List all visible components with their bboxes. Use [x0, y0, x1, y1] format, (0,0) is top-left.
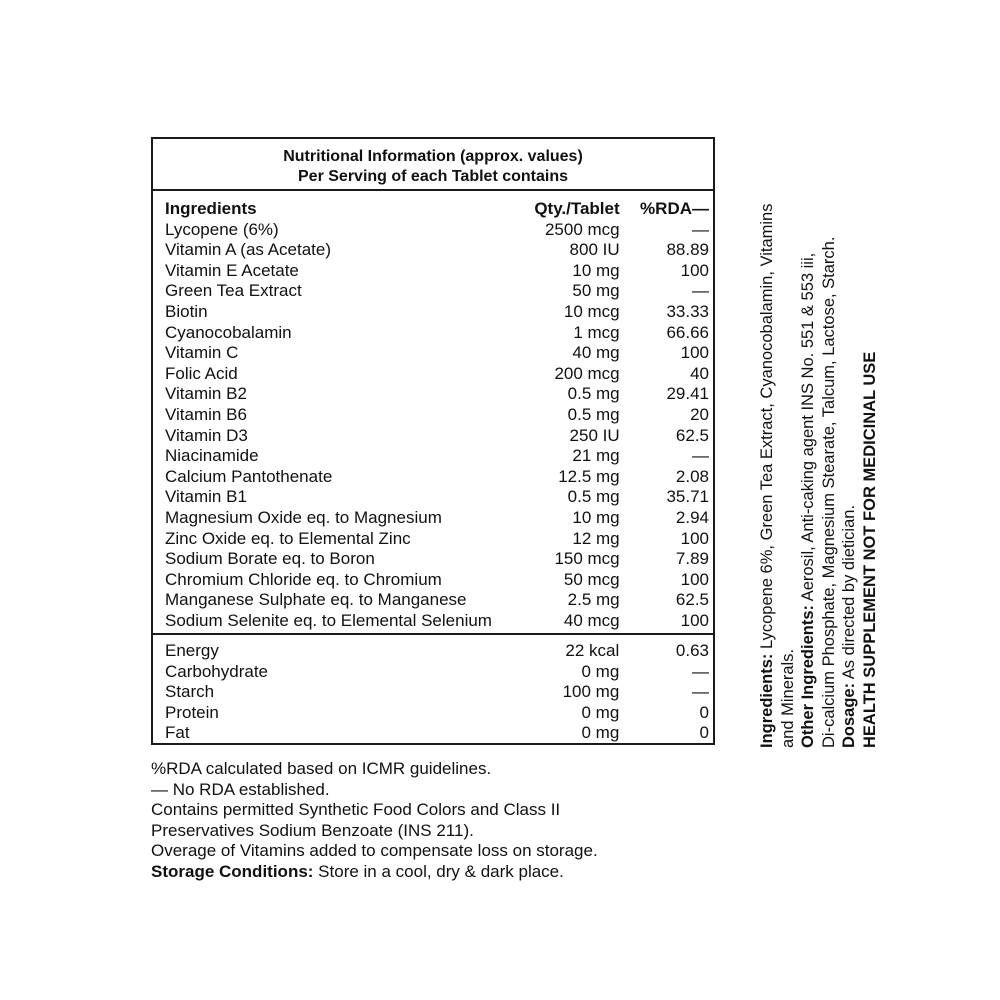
side-ingredients-cont: and Minerals. — [778, 648, 797, 748]
ingredient-rda: 88.89 — [666, 240, 709, 260]
ingredient-qty: 0 mg — [581, 702, 620, 722]
ingredient-qty: 12 mg — [572, 528, 620, 548]
ingredient-name: Vitamin B1 — [165, 487, 247, 507]
ingredient-name: Biotin — [165, 301, 208, 321]
ingredient-rda: 40 — [690, 363, 709, 383]
ingredient-name: Vitamin A (as Acetate) — [165, 240, 331, 260]
ingredient-name: Niacinamide — [165, 446, 259, 466]
note-preservatives: Preservatives Sodium Benzoate (INS 211). — [151, 820, 474, 840]
panel-title-line1: Nutritional Information (approx. values) — [283, 148, 583, 165]
ingredient-qty: 10 mg — [572, 507, 620, 527]
table-row — [165, 323, 713, 344]
ingredient-name: Vitamin B2 — [165, 384, 247, 404]
ingredient-name: Vitamin D3 — [165, 425, 248, 445]
ingredient-rda: 33.33 — [666, 301, 709, 321]
panel-title — [153, 139, 713, 191]
table-row — [165, 570, 713, 591]
storage-label: Storage Conditions: — [151, 861, 314, 881]
side-other-label: Other Ingredients: — [799, 604, 818, 748]
ingredient-rda: 29.41 — [666, 384, 709, 404]
ingredient-name: Protein — [165, 702, 219, 722]
table-row — [165, 446, 713, 467]
ingredient-qty: 0 mg — [581, 723, 620, 743]
ingredient-rda: 20 — [690, 404, 709, 424]
ingredient-qty: 40 mg — [572, 343, 620, 363]
ingredient-qty: 0.5 mg — [567, 487, 620, 507]
ingredient-name: Vitamin C — [165, 343, 239, 363]
table-row — [165, 240, 713, 261]
ingredient-name: Fat — [165, 723, 190, 743]
ingredient-qty: 50 mcg — [563, 569, 620, 589]
note-no-rda: — No RDA established. — [151, 779, 330, 799]
nutrition-panel — [151, 137, 715, 745]
table-row — [165, 723, 713, 744]
ingredient-rda: 100 — [680, 569, 709, 589]
ingredient-rda: — — [692, 446, 709, 466]
ingredient-qty: 800 IU — [569, 240, 620, 260]
ingredient-rda: 0.63 — [675, 641, 709, 660]
nutrition-table — [165, 199, 713, 631]
ingredient-name: Vitamin E Acetate — [165, 260, 299, 280]
ingredient-qty: 150 mcg — [554, 549, 620, 569]
side-warning: HEALTH SUPPLEMENT NOT FOR MEDICINAL USE — [860, 351, 879, 748]
ingredient-rda: — — [692, 682, 709, 702]
ingredient-rda: 100 — [680, 528, 709, 548]
ingredient-qty: 40 mcg — [563, 610, 620, 630]
table-row — [165, 281, 713, 302]
ingredient-rda: — — [692, 281, 709, 301]
table-header-row — [165, 199, 713, 220]
side-other-cont: Di-calcium Phosphate, Magnesium Stearate, Talcum, Lactose, Starch. — [819, 236, 838, 748]
side-dosage — [839, 138, 860, 748]
side-dosage-text: As directed by dietician. — [840, 504, 859, 683]
header-ingredients: Ingredients — [165, 199, 257, 218]
section-divider — [153, 633, 713, 635]
ingredient-qty: 250 IU — [569, 425, 620, 445]
ingredient-rda: 100 — [680, 343, 709, 363]
table-row — [165, 590, 713, 611]
ingredient-rda: 2.08 — [675, 466, 709, 486]
ingredient-rda: 0 — [699, 702, 709, 722]
ingredient-name: Vitamin B6 — [165, 404, 247, 424]
ingredient-rda: 62.5 — [675, 590, 709, 610]
table-row — [165, 682, 713, 703]
table-row — [165, 529, 713, 550]
ingredient-rda: 0 — [699, 723, 709, 743]
ingredient-qty: 21 mg — [572, 446, 620, 466]
ingredient-name: Calcium Pantothenate — [165, 466, 333, 486]
note-colors: Contains permitted Synthetic Food Colors and Class II — [151, 800, 561, 820]
ingredient-name: Lycopene (6%) — [165, 219, 279, 239]
note-rda-basis: %RDA calculated based on ICMR guidelines. — [151, 759, 492, 778]
ingredient-qty: 12.5 mg — [558, 466, 620, 486]
ingredient-rda: 100 — [680, 610, 709, 630]
side-other-text: Aerosil, Anti-caking agent INS No. 551 & 553 iii, — [799, 252, 818, 605]
ingredient-rda: — — [692, 661, 709, 681]
side-other — [798, 138, 819, 748]
storage-text: Store in a cool, dry & dark place. — [313, 861, 564, 881]
ingredient-name: Energy — [165, 641, 219, 660]
header-rda: %RDA— — [640, 199, 709, 218]
footnotes — [151, 759, 711, 883]
ingredient-name: Sodium Borate eq. to Boron — [165, 549, 375, 569]
ingredient-name: Chromium Chloride eq. to Chromium — [165, 569, 442, 589]
ingredient-name: Magnesium Oxide eq. to Magnesium — [165, 507, 442, 527]
ingredient-name: Green Tea Extract — [165, 281, 302, 301]
table-row — [165, 641, 713, 662]
table-row — [165, 508, 713, 529]
ingredient-name: Zinc Oxide eq. to Elemental Zinc — [165, 528, 411, 548]
panel-title-line2: Per Serving of each Tablet contains — [298, 168, 568, 185]
ingredient-name: Sodium Selenite eq. to Elemental Selenium — [165, 610, 492, 630]
ingredient-name: Cyanocobalamin — [165, 322, 292, 342]
ingredient-qty: 22 kcal — [565, 641, 620, 660]
ingredient-name: Manganese Sulphate eq. to Manganese — [165, 590, 467, 610]
side-panel-rotated — [757, 138, 881, 748]
ingredient-qty: 0.5 mg — [567, 384, 620, 404]
ingredient-qty: 0.5 mg — [567, 404, 620, 424]
ingredient-rda: 66.66 — [666, 322, 709, 342]
ingredient-qty: 200 mcg — [554, 363, 620, 383]
ingredient-qty: 100 mg — [562, 682, 620, 702]
ingredient-qty: 1 mcg — [573, 322, 620, 342]
ingredient-rda: 62.5 — [675, 425, 709, 445]
ingredient-qty: 50 mg — [572, 281, 620, 301]
ingredient-rda: 2.94 — [675, 507, 709, 527]
table-row — [165, 662, 713, 683]
table-row — [165, 549, 713, 570]
table-row — [165, 220, 713, 241]
table-row — [165, 343, 713, 364]
table-row — [165, 703, 713, 724]
table-row — [165, 302, 713, 323]
side-dosage-label: Dosage: — [840, 682, 859, 748]
side-ingredients-text: Lycopene 6%, Green Tea Extract, Cyanocobalamin, Vitamins — [758, 203, 776, 654]
ingredient-qty: 2.5 mg — [567, 590, 620, 610]
table-row — [165, 611, 713, 632]
ingredient-qty: 10 mg — [572, 260, 620, 280]
ingredient-rda: 35.71 — [666, 487, 709, 507]
table-row — [165, 384, 713, 405]
ingredient-rda: 100 — [680, 260, 709, 280]
table-row — [165, 405, 713, 426]
ingredient-name: Carbohydrate — [165, 661, 269, 681]
header-qty: Qty./Tablet — [534, 199, 620, 218]
note-overage: Overage of Vitamins added to compensate loss on storage. — [151, 841, 598, 861]
table-row — [165, 487, 713, 508]
table-row — [165, 261, 713, 282]
side-ingredients-label: Ingredients: — [758, 653, 776, 748]
ingredient-qty: 2500 mcg — [544, 219, 620, 239]
table-row — [165, 467, 713, 488]
energy-rows — [165, 641, 713, 744]
energy-table — [165, 641, 713, 744]
side-ingredients — [757, 138, 778, 748]
ingredient-rda: 7.89 — [675, 549, 709, 569]
ingredient-name: Folic Acid — [165, 363, 238, 383]
nutrition-rows — [165, 220, 713, 632]
table-row — [165, 364, 713, 385]
ingredient-qty: 10 mcg — [563, 301, 620, 321]
ingredient-name: Starch — [165, 682, 215, 702]
note-storage — [151, 862, 711, 883]
table-row — [165, 426, 713, 447]
ingredient-qty: 0 mg — [581, 661, 620, 681]
ingredient-rda: — — [692, 219, 709, 239]
